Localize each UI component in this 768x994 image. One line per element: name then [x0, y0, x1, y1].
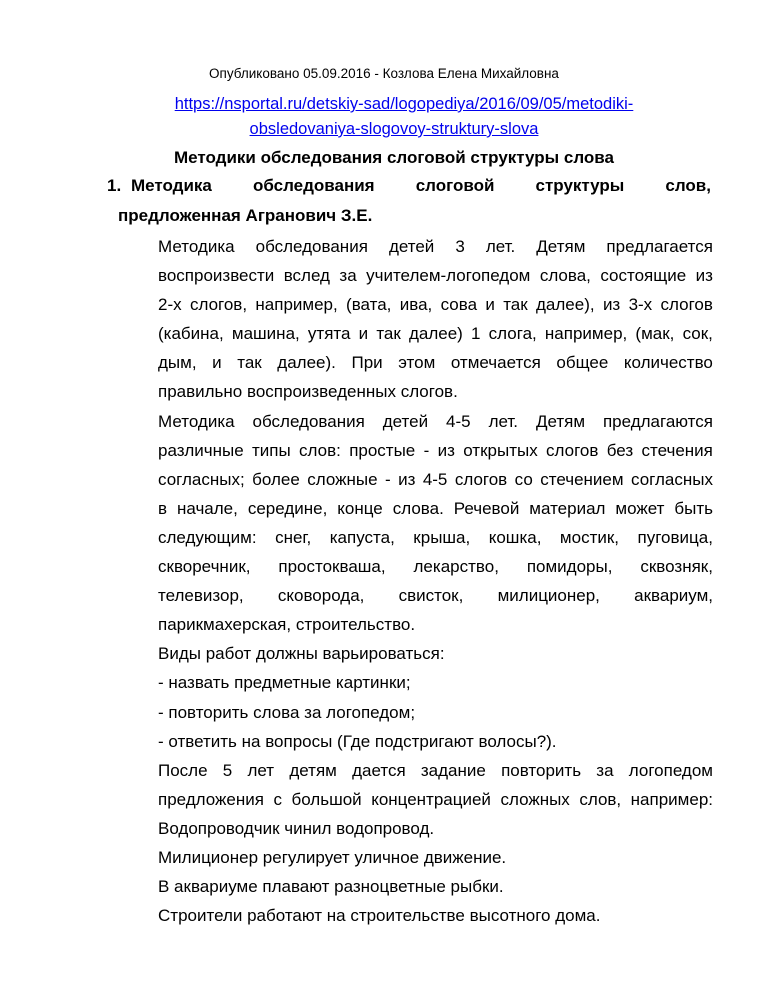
published-line: Опубликовано 05.09.2016 - Козлова Елена Михайловна — [209, 66, 559, 81]
section-body — [158, 232, 713, 930]
text-line: различные типы слов: простые - из открытых слогов без стечения — [158, 440, 713, 460]
source-link-part1[interactable]: https://nsportal.ru/detskiy-sad/logopediya/2016/09/05/metodiki- — [174, 95, 634, 113]
text-line: согласных; более сложные - из 4-5 слогов со стечением согласных — [158, 469, 713, 489]
text-line: В аквариуме плавают разноцветные рыбки. — [158, 877, 504, 897]
document-title: Методики обследования слоговой структуры слова — [174, 148, 614, 167]
text-line: воспроизвести вслед за учителем-логопедом слова, состоящие из — [158, 266, 713, 286]
text-line: следующим: снег, капуста, крыша, кошка, мостик, пуговица, — [158, 527, 713, 547]
heading-word: слоговой — [415, 176, 495, 195]
text-line: - ответить на вопросы (Где подстригают волосы?). — [158, 731, 557, 751]
text-line: Методика обследования детей 4-5 лет. Детям предлагаются — [158, 411, 713, 431]
heading-word: слов, — [665, 176, 711, 195]
heading-word: Методика — [131, 176, 212, 195]
text-line: Виды работ должны варьироваться: — [158, 644, 445, 664]
text-line: (кабина, машина, утята и так далее) 1 слога, например, (мак, сок, — [158, 324, 713, 344]
source-link-part2[interactable]: obsledovaniya-slogovoy-struktury-slova — [249, 120, 539, 138]
text-line: Милиционер регулирует уличное движение. — [158, 847, 507, 867]
text-line: Методика обследования детей 3 лет. Детям предлагается — [158, 237, 713, 256]
text-line: парикмахерская, строительство. — [158, 615, 416, 635]
text-line: 2-х слогов, например, (вата, ива, сова и так далее), из 3-х слогов — [158, 295, 713, 315]
text-line: правильно воспроизведенных слогов. — [158, 382, 458, 402]
text-line: Строители работают на строительстве высотного дома. — [158, 906, 601, 926]
text-line: - повторить слова за логопедом; — [158, 702, 416, 722]
text-line: в начале, середине, конце слова. Речевой материал может быть — [158, 498, 713, 518]
section-heading-line2: предложенная Агранович З.Е. — [118, 206, 373, 225]
section-heading-line1 — [131, 176, 711, 196]
text-line: скворечник, простокваша, лекарство, помидоры, сквозняк, — [158, 557, 713, 577]
text-line: дым, и так далее). При этом отмечается общее количество — [158, 353, 713, 373]
heading-word: обследования — [252, 176, 375, 195]
text-line: телевизор, сковорода, свисток, милиционер, аквариум, — [158, 586, 713, 606]
section-number: 1. — [107, 176, 122, 195]
text-line: Водопроводчик чинил водопровод. — [158, 818, 435, 838]
text-line: После 5 лет детям дается задание повторить за логопедом — [158, 760, 713, 780]
text-line: - назвать предметные картинки; — [158, 673, 411, 693]
heading-word: структуры — [535, 176, 625, 195]
text-line: предложения с большой концентрацией сложных слов, например: — [158, 789, 713, 809]
